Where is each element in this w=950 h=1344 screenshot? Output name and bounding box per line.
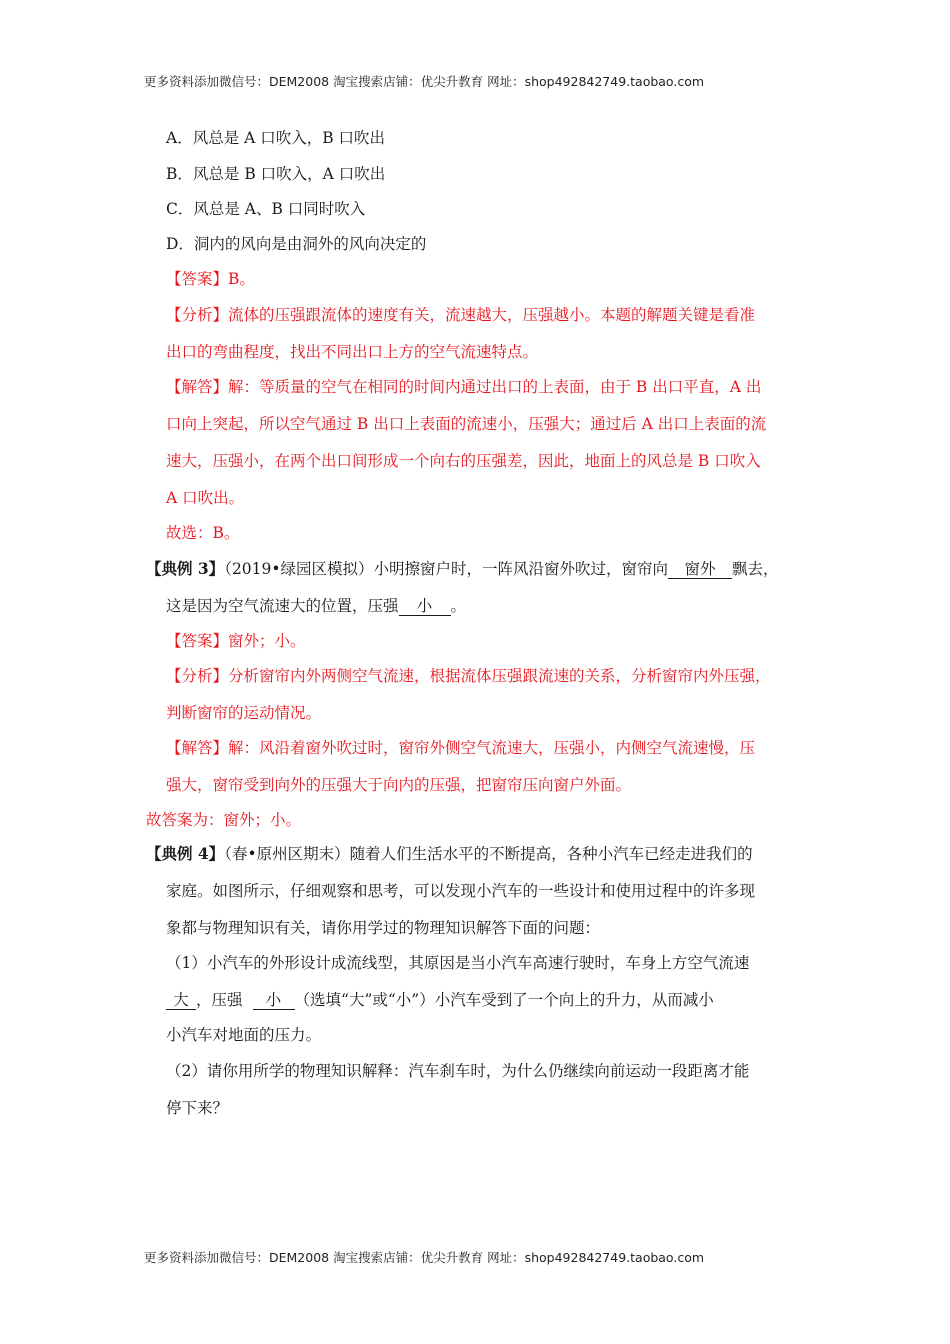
q3-stem-2a: 这是因为空气流速大的位置，压强 [166, 597, 399, 615]
q2-choose: 故选：B。 [166, 524, 240, 542]
q4-sub2-line-1: （2）请你用所学的物理知识解释：汽车刹车时，为什么仍继续向前运动一段距离才能 [166, 1062, 750, 1080]
q3-solution-line-1: 【解答】解：风沿着窗外吹过时，窗帘外侧空气流速大，压强小，内侧空气流速慢，压 [166, 739, 756, 757]
q3-stem-1b: 飘去， [732, 560, 779, 578]
option-c: C．风总是 A、B 口同时吹入 [166, 200, 366, 218]
option-b: B．风总是 B 口吹入，A 口吹出 [166, 165, 386, 183]
q2-analysis-line-2: 出口的弯曲程度，找出不同出口上方的空气流速特点。 [166, 343, 539, 361]
q4-blank-1: 大 [166, 991, 196, 1010]
q3-final-answer: 故答案为：窗外；小。 [146, 811, 302, 829]
q2-solution-line-4: A 口吹出。 [166, 489, 245, 507]
q4-sub1-2a: ，压强 [196, 991, 243, 1009]
q4-stem-line-2: 家庭。如图所示，仔细观察和思考，可以发现小汽车的一些设计和使用过程中的许多现 [166, 882, 756, 900]
q3-tag: 【典例 3】 [146, 559, 225, 578]
q4-blank-2: 小 [253, 991, 295, 1010]
q3-solution-line-2: 强大，窗帘受到向外的压强大于向内的压强，把窗帘压向窗户外面。 [166, 776, 632, 794]
q4-sub1-line-1: （1）小汽车的外形设计成流线型，其原因是当小汽车高速行驶时，车身上方空气流速 [166, 954, 750, 972]
q2-solution-line-3: 速大，压强小，在两个出口间形成一个向右的压强差，因此，地面上的风总是 B 口吹入 [166, 452, 761, 470]
q3-blank-2: 小 [399, 597, 451, 616]
page-header: 更多资料添加微信号：DEM2008 淘宝搜索店铺：优尖升教育 网址：shop492842749.taobao.com [144, 74, 705, 89]
option-d: D．洞内的风向是由洞外的风向决定的 [166, 235, 427, 253]
page-footer: 更多资料添加微信号：DEM2008 淘宝搜索店铺：优尖升教育 网址：shop492842749.taobao.com [144, 1250, 705, 1265]
q2-solution-line-1: 【解答】解：等质量的空气在相同的时间内通过出口的上表面，由于 B 出口平直，A 出 [166, 378, 762, 396]
q4-stem-line-3: 象都与物理知识有关，请你用学过的物理知识解答下面的问题： [166, 919, 601, 937]
q4-tag: 【典例 4】 [146, 844, 225, 863]
q4-sub1-2b: （选填“大”或“小”）小汽车受到了一个向上的升力，从而减小 [294, 991, 714, 1009]
q2-answer: 【答案】B。 [166, 270, 255, 288]
q3-stem-line-1 [146, 559, 779, 579]
q4-stem-line-1 [146, 844, 753, 864]
q3-analysis-line-1: 【分析】分析窗帘内外两侧空气流速，根据流体压强跟流速的关系，分析窗帘内外压强， [166, 667, 771, 685]
q3-stem-1a: （2019•绿园区模拟）小明擦窗户时，一阵风沿窗外吹过，窗帘向 [224, 560, 669, 578]
q4-sub1-line-3: 小汽车对地面的压力。 [166, 1026, 322, 1044]
q2-analysis-line-1: 【分析】流体的压强跟流体的速度有关，流速越大，压强越小。本题的解题关键是看准 [166, 306, 756, 324]
q2-solution-line-2: 口向上突起，所以空气通过 B 出口上表面的流速小，压强大；通过后 A 出口上表面的流 [166, 415, 767, 433]
q4-sub1-line-2 [166, 990, 714, 1010]
q4-sub2-line-2: 停下来？ [166, 1099, 229, 1117]
q3-blank-1: 窗外 [668, 560, 732, 579]
q4-stem-1: （春•原州区期末）随着人们生活水平的不断提高，各种小汽车已经走进我们的 [224, 845, 753, 863]
q3-answer: 【答案】窗外；小。 [166, 632, 306, 650]
q3-stem-2b: 。 [450, 597, 467, 615]
q3-stem-line-2 [166, 596, 466, 616]
q3-analysis-line-2: 判断窗帘的运动情况。 [166, 704, 322, 722]
option-a: A．风总是 A 口吹入，B 口吹出 [166, 129, 386, 147]
